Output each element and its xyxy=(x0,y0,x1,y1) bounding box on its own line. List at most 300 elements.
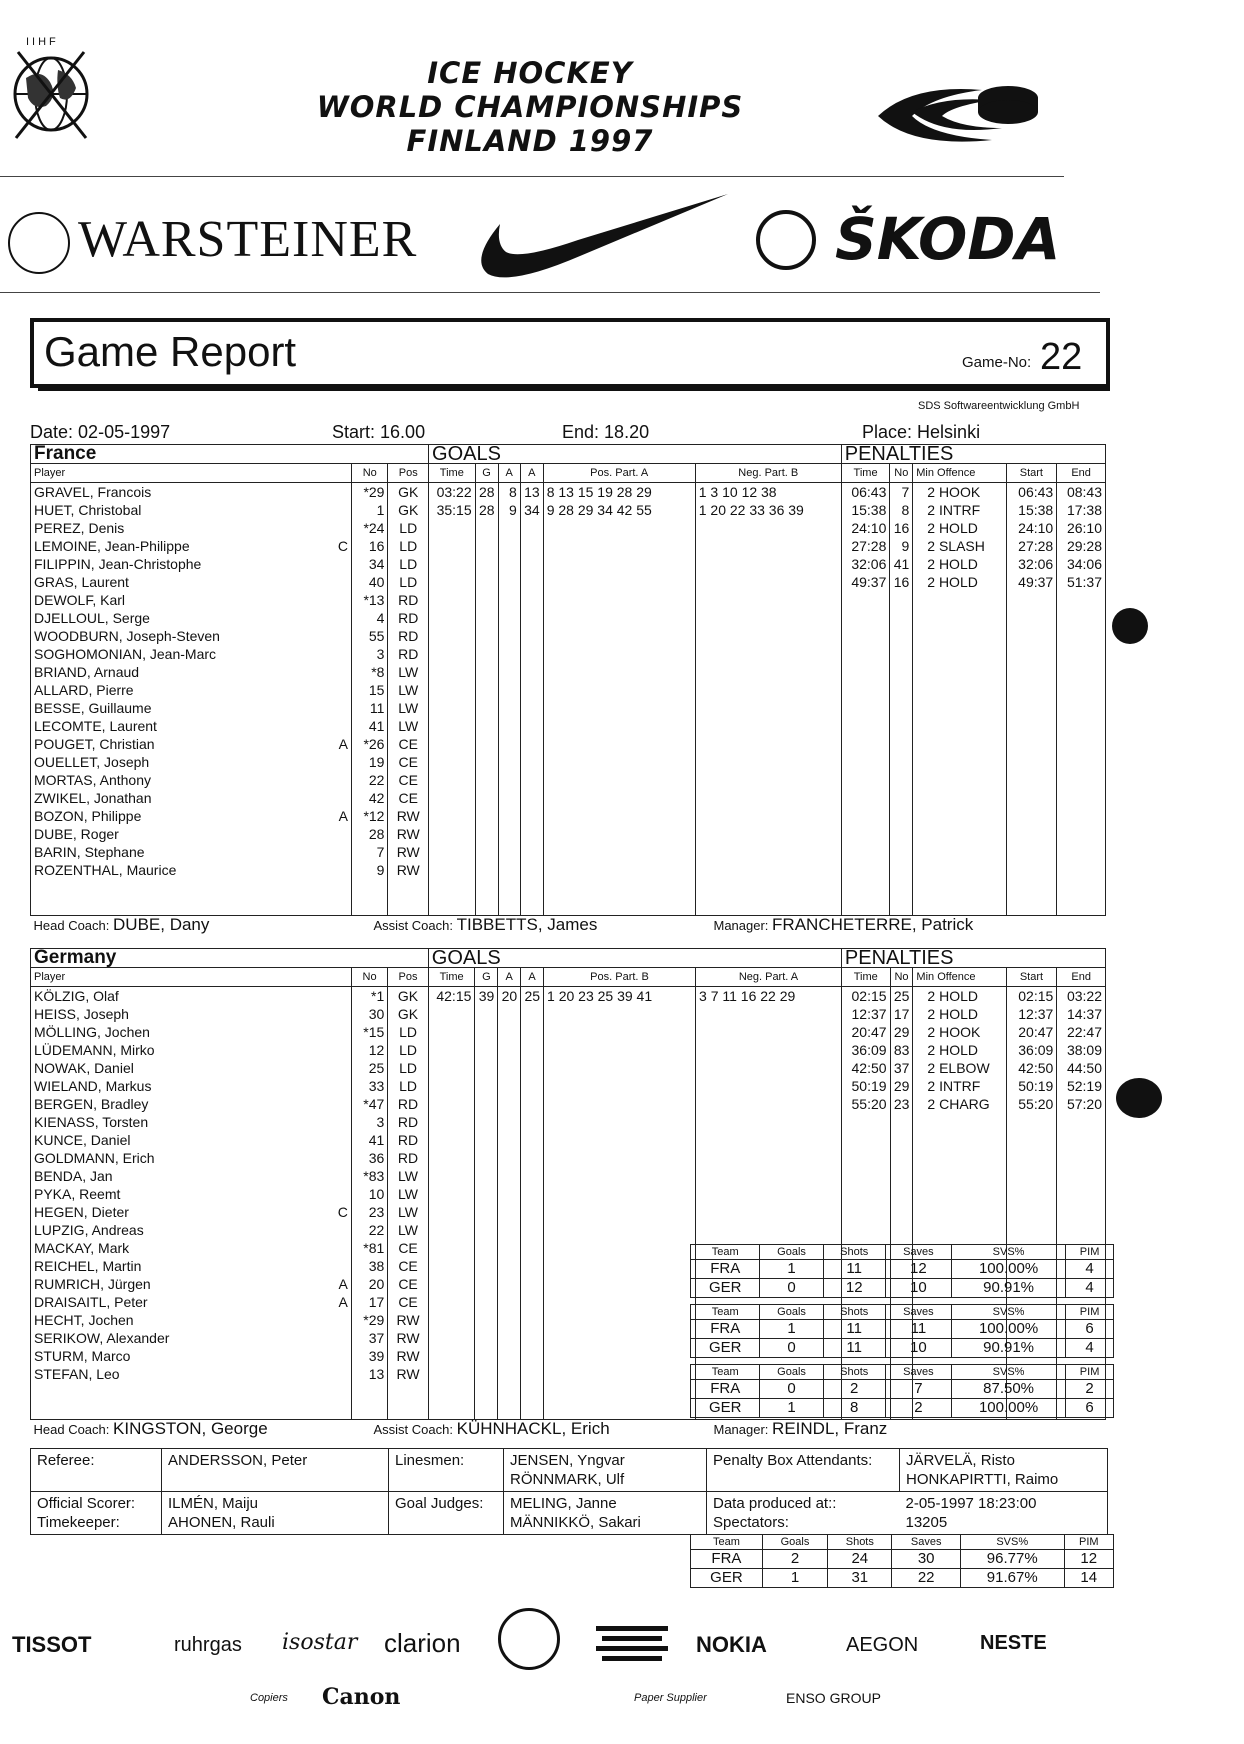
goal-time xyxy=(428,1113,475,1131)
stats-cell: 14 xyxy=(1064,1569,1113,1588)
penalties-header: PENALTIES xyxy=(841,949,1105,968)
goal-assist-2 xyxy=(520,609,543,627)
goal-a2-col-header: A xyxy=(520,464,543,483)
goal-assist-1 xyxy=(498,573,520,591)
iihf-logo-text: IIHF xyxy=(26,36,59,48)
goal-scorer xyxy=(475,1203,498,1221)
penalty-player-no: 83 xyxy=(890,1041,913,1059)
penalty-start xyxy=(1006,609,1057,627)
penalty-start xyxy=(1006,1203,1057,1221)
player-captaincy xyxy=(334,1059,351,1077)
penalty-end xyxy=(1057,1131,1106,1149)
stats-cell: 90.91% xyxy=(952,1339,1066,1358)
goal-pos-part xyxy=(544,1167,696,1185)
player-position: RD xyxy=(388,627,429,645)
player-captaincy xyxy=(335,555,352,573)
player-name: ALLARD, Pierre xyxy=(31,681,335,699)
penalty-offence: 2 CHARG xyxy=(913,1095,1006,1113)
goal-assist-2 xyxy=(521,1185,544,1203)
goal-pos-part xyxy=(544,1221,696,1239)
goal-pos-part: 8 13 15 19 28 29 xyxy=(543,483,695,502)
penalty-time: 20:47 xyxy=(841,1023,890,1041)
player-captaincy xyxy=(335,753,352,771)
table-row xyxy=(31,825,1106,843)
goal-assist-1 xyxy=(498,1149,521,1167)
player-position: RW xyxy=(388,1311,429,1329)
stats-header-pim: PIM xyxy=(1066,1245,1114,1260)
stats-row xyxy=(691,1320,1114,1339)
goal-assist-1 xyxy=(498,555,520,573)
goal-assist-1 xyxy=(498,1239,521,1257)
penalty-end xyxy=(1057,1113,1106,1131)
goal-scorer xyxy=(475,1005,498,1023)
player-number: 28 xyxy=(351,825,387,843)
goal-pos-part xyxy=(543,609,695,627)
player-number: 4 xyxy=(351,609,387,627)
goal-neg-part xyxy=(696,1203,842,1221)
goal-assist-2 xyxy=(520,735,543,753)
goal-scorer xyxy=(475,681,498,699)
penalty-player-no xyxy=(890,681,913,699)
stats-header-goals: Goals xyxy=(760,1365,823,1380)
goal-g-col-header: G xyxy=(475,968,498,987)
goal-time xyxy=(429,573,476,591)
player-name: LÜDEMANN, Mirko xyxy=(31,1041,335,1059)
penalty-offence xyxy=(913,897,1006,916)
goal-assist-1 xyxy=(498,825,520,843)
goal-scorer xyxy=(475,753,498,771)
stats-cell: 8 xyxy=(823,1399,885,1418)
player-position xyxy=(388,1401,429,1420)
goal-scorer xyxy=(475,717,498,735)
penalty-start: 49:37 xyxy=(1006,573,1057,591)
player-name: GOLDMANN, Erich xyxy=(31,1149,335,1167)
penalty-offence xyxy=(913,807,1006,825)
goal-assist-2 xyxy=(520,807,543,825)
penalty-end: 44:50 xyxy=(1057,1059,1106,1077)
table-row xyxy=(31,519,1106,537)
player-col-header: Player xyxy=(31,968,335,987)
penalty-offence: 2 HOLD xyxy=(913,987,1006,1006)
date xyxy=(30,422,170,443)
goal-judge-2: MÄNNIKKÖ, Sakari xyxy=(510,1514,641,1531)
penalty-player-no: 29 xyxy=(890,1077,913,1095)
goal-assist-1 xyxy=(498,519,520,537)
goal-neg-part xyxy=(696,1221,842,1239)
stats-cell: 12 xyxy=(823,1279,885,1298)
goal-time xyxy=(429,825,476,843)
player-captaincy xyxy=(334,1185,351,1203)
stats-cell: 0 xyxy=(760,1279,823,1298)
goal-pos-part xyxy=(543,555,695,573)
goal-assist-1 xyxy=(498,1023,521,1041)
player-number: 9 xyxy=(351,861,387,879)
player-captaincy xyxy=(334,1149,351,1167)
scorer-label: Official Scorer: xyxy=(37,1495,136,1512)
penalty-end xyxy=(1057,1221,1106,1239)
goal-time xyxy=(428,1401,475,1420)
penalty-player-no: 16 xyxy=(890,519,913,537)
player-number: 30 xyxy=(351,1005,387,1023)
referee-label: Referee: xyxy=(31,1449,162,1492)
goal-assist-2 xyxy=(520,771,543,789)
penalty-start xyxy=(1006,1113,1057,1131)
stats-header-saves: Saves xyxy=(885,1365,951,1380)
isostar-logo: isostar xyxy=(282,1630,358,1655)
goal-neg-part xyxy=(696,1131,842,1149)
stats-header-team: Team xyxy=(691,1245,760,1260)
player-captaincy xyxy=(335,627,352,645)
warsteiner-emblem xyxy=(8,212,70,274)
player-position: LD xyxy=(388,555,429,573)
goal-time xyxy=(429,555,476,573)
stats-cell: 12 xyxy=(885,1260,951,1279)
player-name xyxy=(31,1401,335,1420)
penalty-start xyxy=(1006,825,1057,843)
assist-coach-label: Assist Coach: xyxy=(373,918,453,933)
stats-header-pim: PIM xyxy=(1066,1365,1114,1380)
penalty-start: 06:43 xyxy=(1006,483,1057,502)
player-name: SOGHOMONIAN, Jean-Marc xyxy=(31,645,335,663)
penalty-start: 15:38 xyxy=(1006,501,1057,519)
goal-assist-1 xyxy=(498,753,520,771)
penalty-player-no xyxy=(890,717,913,735)
player-position: LW xyxy=(388,1185,429,1203)
manager-label: Manager: xyxy=(713,1422,769,1437)
stats-header-shots: Shots xyxy=(823,1305,885,1320)
penalty-start xyxy=(1006,807,1057,825)
penalty-start: 12:37 xyxy=(1006,1005,1057,1023)
stats-cell: 10 xyxy=(885,1339,951,1358)
player-name: DEWOLF, Karl xyxy=(31,591,335,609)
player-number: 41 xyxy=(351,1131,387,1149)
aegon-logo: AEGON xyxy=(846,1634,919,1656)
goal-neg-part xyxy=(695,627,841,645)
penalty-player-no: 9 xyxy=(890,537,913,555)
goal-scorer xyxy=(475,1257,498,1275)
assist-coach: KÜHNHACKL, Erich xyxy=(456,1419,610,1438)
goal-neg-part xyxy=(695,681,841,699)
coca-cola-emblem xyxy=(498,1608,560,1670)
penalty-end: 52:19 xyxy=(1057,1077,1106,1095)
goal-pos-part: 1 20 23 25 39 41 xyxy=(544,987,696,1006)
player-captaincy xyxy=(335,519,352,537)
goal-assist-2 xyxy=(521,1023,544,1041)
goal-neg-part xyxy=(696,1005,842,1023)
goal-assist-2 xyxy=(520,591,543,609)
penalty-start xyxy=(1006,753,1057,771)
penalty-player-no: 7 xyxy=(890,483,913,502)
goal-neg-part xyxy=(695,879,841,897)
goal-neg-part xyxy=(696,1023,842,1041)
table-row xyxy=(31,555,1106,573)
stats-cell: 7 xyxy=(885,1380,951,1399)
penalty-start xyxy=(1006,789,1057,807)
player-position: CE xyxy=(388,771,429,789)
table-row xyxy=(31,645,1106,663)
player-captaincy xyxy=(334,1041,351,1059)
timekeeper: AHONEN, Rauli xyxy=(168,1514,275,1531)
goal-assist-1 xyxy=(498,699,520,717)
penalty-player-no xyxy=(890,627,913,645)
stats-header-goals: Goals xyxy=(760,1245,823,1260)
table-row xyxy=(31,1041,1106,1059)
goal-assist-2 xyxy=(520,717,543,735)
table-row xyxy=(31,1005,1106,1023)
stats-cell: FRA xyxy=(691,1550,763,1569)
player-captaincy xyxy=(334,1221,351,1239)
nokia-logo: NOKIA xyxy=(696,1632,767,1657)
table-row xyxy=(31,501,1106,519)
penalty-player-no xyxy=(890,1149,913,1167)
goal-neg-part xyxy=(695,699,841,717)
goal-assist-2 xyxy=(520,663,543,681)
pba-2: HONKAPIRTTI, Raimo xyxy=(906,1471,1059,1488)
stats-header-goals: Goals xyxy=(762,1535,827,1550)
penalty-end: 22:47 xyxy=(1057,1023,1106,1041)
head-coach-label: Head Coach: xyxy=(33,918,110,933)
goal-time xyxy=(428,1221,475,1239)
goal-time xyxy=(429,663,476,681)
penalties-header: PENALTIES xyxy=(841,445,1105,464)
goal-neg-part xyxy=(695,789,841,807)
penalty-offence xyxy=(913,717,1006,735)
goal-time xyxy=(429,681,476,699)
player-position: CE xyxy=(388,1257,429,1275)
goal-pos-part xyxy=(543,699,695,717)
table-row xyxy=(31,1131,1106,1149)
goal-neg-part xyxy=(695,825,841,843)
goal-neg-part: 3 7 11 16 22 29 xyxy=(696,987,842,1006)
player-captaincy xyxy=(335,897,352,916)
goal-neg-part xyxy=(695,537,841,555)
stats-header-pim: PIM xyxy=(1066,1305,1114,1320)
stats-cell: 1 xyxy=(760,1320,823,1339)
end-label: End: xyxy=(562,422,600,442)
goal-scorer xyxy=(475,519,498,537)
goal-time xyxy=(429,897,476,916)
goal-assist-2 xyxy=(521,1365,544,1383)
goal-neg-part xyxy=(695,609,841,627)
player-number: 36 xyxy=(351,1149,387,1167)
penalty-time xyxy=(841,843,890,861)
goal-pos-part xyxy=(543,807,695,825)
pos-col-header: Pos xyxy=(388,968,429,987)
goal-assist-2 xyxy=(521,1095,544,1113)
goal-time xyxy=(429,591,476,609)
player-captaincy: C xyxy=(337,538,348,554)
cap-col-header xyxy=(335,464,352,483)
linesman-2: RÖNNMARK, Ulf xyxy=(510,1471,625,1488)
goal-pos-part xyxy=(543,537,695,555)
player-captaincy xyxy=(335,879,352,897)
neg-part-col-header: Neg. Part. A xyxy=(696,968,842,987)
goal-scorer xyxy=(475,699,498,717)
player-captaincy xyxy=(334,1077,351,1095)
penalty-time xyxy=(841,1131,890,1149)
goal-scorer xyxy=(475,573,498,591)
no-col-header: No xyxy=(351,464,387,483)
pba-label: Penalty Box Attendants: xyxy=(707,1449,900,1492)
penalty-time xyxy=(841,771,890,789)
goal-scorer xyxy=(475,1383,498,1401)
penalty-start xyxy=(1006,1185,1057,1203)
player-captaincy xyxy=(334,1167,351,1185)
table-row xyxy=(31,1095,1106,1113)
no-col-header: No xyxy=(351,968,387,987)
goal-pos-part xyxy=(544,1311,696,1329)
goal-time xyxy=(429,717,476,735)
player-name: BOZON, Philippe xyxy=(31,807,335,825)
goal-assist-2 xyxy=(520,843,543,861)
penalty-start xyxy=(1006,717,1057,735)
player-number: 23 xyxy=(351,1203,387,1221)
player-position: RW xyxy=(388,861,429,879)
goal-time xyxy=(428,1149,475,1167)
penalty-offence: 2 HOOK xyxy=(913,483,1006,502)
table-row xyxy=(31,1149,1106,1167)
penalty-offence xyxy=(913,771,1006,789)
goal-time xyxy=(428,1383,475,1401)
assist-coach: TIBBETTS, James xyxy=(456,915,598,934)
player-captaincy xyxy=(335,663,352,681)
player-name xyxy=(31,1383,335,1401)
goal-neg-part xyxy=(696,1077,842,1095)
place xyxy=(862,422,980,443)
penalty-offence xyxy=(913,1131,1006,1149)
goal-time xyxy=(428,1365,475,1383)
goal-assist-2 xyxy=(520,897,543,916)
penalty-offence: 2 INTRF xyxy=(913,501,1006,519)
penalty-player-no: 29 xyxy=(890,1023,913,1041)
stats-cell: FRA xyxy=(691,1380,760,1399)
penalty-time: 55:20 xyxy=(841,1095,890,1113)
player-number: *13 xyxy=(351,591,387,609)
goal-time xyxy=(429,879,476,897)
penalty-time xyxy=(841,861,890,879)
goal-assist-2 xyxy=(521,1041,544,1059)
goal-a1-col-header: A xyxy=(498,968,521,987)
player-position: LW xyxy=(388,699,429,717)
stats-header-shots: Shots xyxy=(828,1535,892,1550)
penalty-end xyxy=(1057,771,1106,789)
goal-time: 03:22 xyxy=(429,483,476,502)
goal-scorer xyxy=(475,1113,498,1131)
player-position: CE xyxy=(388,789,429,807)
player-captaincy xyxy=(335,789,352,807)
player-number: 19 xyxy=(351,753,387,771)
player-name: RUMRICH, Jürgen xyxy=(31,1275,335,1293)
goal-time xyxy=(428,1095,475,1113)
goal-scorer xyxy=(475,807,498,825)
goal-scorer xyxy=(475,591,498,609)
player-position: RD xyxy=(388,591,429,609)
player-captaincy xyxy=(334,1113,351,1131)
penalty-time xyxy=(841,825,890,843)
penalty-time xyxy=(841,1167,890,1185)
player-name: BARIN, Stephane xyxy=(31,843,335,861)
player-position: RD xyxy=(388,1131,429,1149)
penalty-time xyxy=(841,591,890,609)
goal-assist-1 xyxy=(498,681,520,699)
goal-pos-part xyxy=(543,519,695,537)
goal-neg-part xyxy=(696,1059,842,1077)
penalty-time xyxy=(841,1185,890,1203)
player-name: MÖLLING, Jochen xyxy=(31,1023,335,1041)
goal-assist-1 xyxy=(498,663,520,681)
player-position: RD xyxy=(388,1149,429,1167)
penalty-end: 17:38 xyxy=(1057,501,1106,519)
player-number: 42 xyxy=(351,789,387,807)
officials-table xyxy=(30,1448,1108,1535)
player-name: GRAS, Laurent xyxy=(31,573,335,591)
goal-time xyxy=(428,1059,475,1077)
goal-scorer xyxy=(475,1365,498,1383)
penalty-offence: 2 HOLD xyxy=(913,1041,1006,1059)
player-number: 7 xyxy=(351,843,387,861)
title-line-2: WORLD CHAMPIONSHIPS xyxy=(316,90,744,124)
stats-header-pim: PIM xyxy=(1064,1535,1113,1550)
penalty-end: 57:20 xyxy=(1057,1095,1106,1113)
table-row xyxy=(31,807,1106,825)
end xyxy=(562,422,649,443)
penalty-start: 32:06 xyxy=(1006,555,1057,573)
penalty-player-no xyxy=(890,1185,913,1203)
goal-assist-1 xyxy=(498,1401,521,1420)
penalty-offence xyxy=(913,645,1006,663)
goal-pos-part xyxy=(543,591,695,609)
goal-time xyxy=(428,1023,475,1041)
goal-scorer xyxy=(475,627,498,645)
penalty-player-no xyxy=(890,807,913,825)
goal-assist-1 xyxy=(498,609,520,627)
penalty-time: 12:37 xyxy=(841,1005,890,1023)
ruhrgas-logo: ruhrgas xyxy=(174,1634,242,1656)
stats-cell: 11 xyxy=(823,1260,885,1279)
stats-cell: FRA xyxy=(691,1260,760,1279)
goal-pos-part xyxy=(544,1131,696,1149)
goal-pos-part xyxy=(544,1365,696,1383)
goal-a2-col-header: A xyxy=(521,968,544,987)
period-2-stats xyxy=(690,1304,1114,1358)
goal-pos-part xyxy=(544,1113,696,1131)
goal-assist-2 xyxy=(521,1005,544,1023)
goal-time xyxy=(428,1329,475,1347)
table-row xyxy=(31,789,1106,807)
start xyxy=(332,422,425,443)
player-name: FILIPPIN, Jean-Christophe xyxy=(31,555,335,573)
player-position: LW xyxy=(388,663,429,681)
penalty-player-no: 37 xyxy=(890,1059,913,1077)
penalty-offence: 2 SLASH xyxy=(913,537,1006,555)
goal-assist-2 xyxy=(521,1257,544,1275)
penalty-player-no: 23 xyxy=(890,1095,913,1113)
goal-assist-1 xyxy=(498,1095,521,1113)
stats-row xyxy=(691,1550,1114,1569)
period-3-stats xyxy=(690,1364,1114,1418)
penalty-player-no xyxy=(890,1131,913,1149)
penalty-offence xyxy=(913,681,1006,699)
table-row xyxy=(31,1023,1106,1041)
player-captaincy xyxy=(334,1347,351,1365)
goal-g-col-header: G xyxy=(475,464,498,483)
player-number: 22 xyxy=(351,771,387,789)
pos-part-col-header: Pos. Part. B xyxy=(544,968,696,987)
assist-coach-label: Assist Coach: xyxy=(373,1422,453,1437)
goal-scorer xyxy=(475,1221,498,1239)
player-position: RD xyxy=(388,609,429,627)
goal-time: 42:15 xyxy=(428,987,475,1006)
